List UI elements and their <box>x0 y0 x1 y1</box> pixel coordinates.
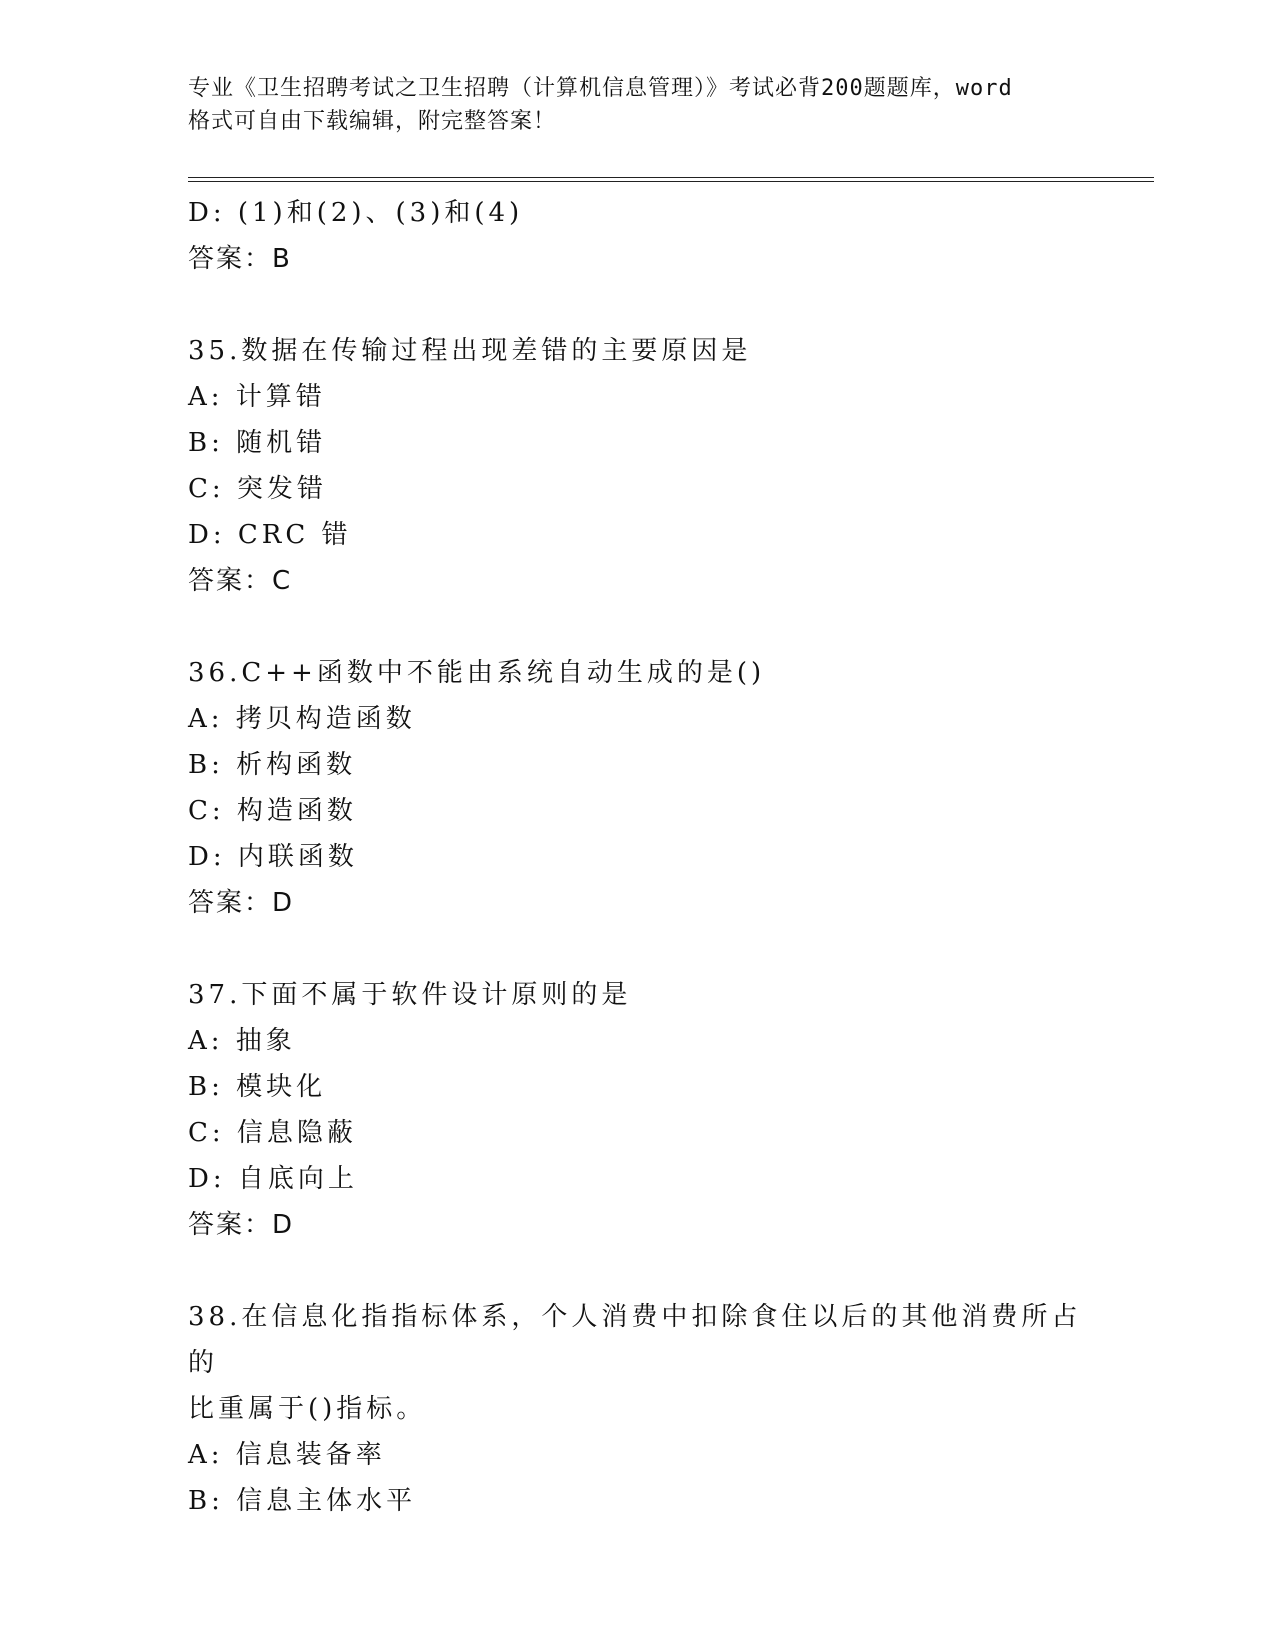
option-b: B: 随机错 <box>188 428 327 458</box>
option-a: A: 抽象 <box>188 1026 296 1056</box>
option-d: D: 内联函数 <box>188 842 358 872</box>
question-text: 36.C++函数中不能由系统自动生成的是() <box>188 658 766 688</box>
option-b: B: 模块化 <box>188 1072 327 1102</box>
option-b: B: 信息主体水平 <box>188 1486 417 1516</box>
header-line-1: 专业《卫生招聘考试之卫生招聘（计算机信息管理）》考试必背200题题库，word <box>188 76 1013 101</box>
option-d: D: 自底向上 <box>188 1164 358 1194</box>
question-text-line-1: 38.在信息化指指标体系，个人消费中扣除食住以后的其他消费所占的 <box>188 1302 1082 1378</box>
question-block-35 <box>188 328 1088 604</box>
option-c: C: 突发错 <box>188 474 327 504</box>
option-b: B: 析构函数 <box>188 750 357 780</box>
header-divider-top <box>188 177 1154 178</box>
question-list <box>188 190 1088 1524</box>
question-text: 37.下面不属于软件设计原则的是 <box>188 980 632 1010</box>
question-block-36 <box>188 650 1088 926</box>
question-block-37 <box>188 972 1088 1248</box>
answer-line: 答案：D <box>188 1210 295 1240</box>
question-block-38 <box>188 1294 1088 1524</box>
spacer <box>188 926 1088 972</box>
spacer <box>188 1248 1088 1294</box>
document-header <box>188 72 1088 138</box>
question-text: 35.数据在传输过程出现差错的主要原因是 <box>188 336 752 366</box>
option-d: D: CRC 错 <box>188 520 352 550</box>
spacer <box>188 282 1088 328</box>
answer-line: 答案：C <box>188 566 293 596</box>
question-block-prev <box>188 190 1088 282</box>
option-c: C: 信息隐蔽 <box>188 1118 357 1148</box>
spacer <box>188 604 1088 650</box>
option-a: A: 信息装备率 <box>188 1440 386 1470</box>
question-text-line-2: 比重属于()指标。 <box>188 1394 427 1424</box>
answer-line: 答案：B <box>188 244 292 274</box>
answer-line: 答案：D <box>188 888 295 918</box>
header-line-2: 格式可自由下载编辑，附完整答案！ <box>188 109 557 134</box>
option-d: D: (1)和(2)、(3)和(4) <box>188 198 524 228</box>
option-c: C: 构造函数 <box>188 796 357 826</box>
option-a: A: 拷贝构造函数 <box>188 704 416 734</box>
option-a: A: 计算错 <box>188 382 326 412</box>
header-divider-bottom <box>188 181 1154 182</box>
